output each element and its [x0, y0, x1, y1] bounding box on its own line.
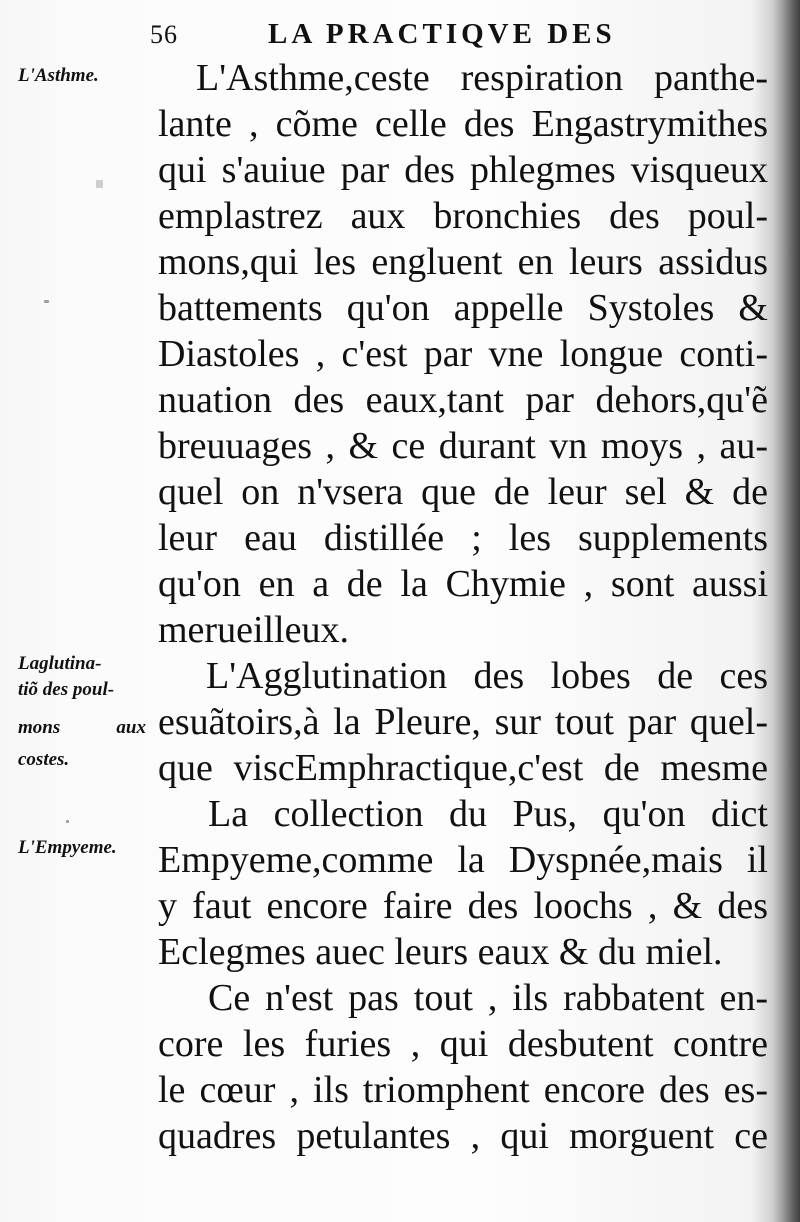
body-line-24: quadres petulantes , qui morguent ce [158, 1115, 768, 1157]
ink-speck [44, 300, 49, 303]
body-line-9: breuuages , & ce durant vn moys , au- [158, 425, 768, 467]
body-line-8: nuation des eaux,tant par dehors,qu'ẽ [158, 379, 768, 421]
body-line-4: emplastrez aux bronchies des poul- [158, 195, 768, 237]
ink-speck [66, 820, 69, 823]
margin-note-empyeme: L'Empyeme. [18, 837, 117, 858]
body-line-22: core les furies , qui desbutent contre [158, 1023, 768, 1065]
body-line-6: battements qu'on appelle Systoles & [158, 287, 768, 329]
margin-note-agglutination-2: tiõ des poul- [18, 679, 115, 700]
body-line-7: Diastoles , c'est par vne longue conti- [158, 333, 768, 375]
margin-note-agglutination-4: costes. [18, 749, 70, 770]
body-line-23: le cœur , ils triomphent encore des es- [158, 1069, 768, 1111]
page-gutter-shadow [772, 0, 800, 1222]
body-line-12: qu'on en a de la Chymie , sont aussi [158, 563, 768, 605]
page-header [150, 18, 710, 52]
body-line-3: qui s'auiue par des phlegmes visqueux [158, 149, 768, 191]
body-line-19: y faut encore faire des loochs , & des [158, 885, 768, 927]
body-line-2: lante , cõme celle des Engastrymithes [158, 103, 768, 145]
body-line-17: La collection du Pus, qu'on dict [208, 793, 768, 835]
body-line-5: mons,qui les engluent en leurs assidus [158, 241, 768, 283]
body-line-15: esuãtoirs,à la Pleure, sur tout par quel- [158, 701, 768, 743]
body-line-16: que viscEmphractique,c'est de mesme [158, 747, 768, 789]
margin-note-asthme: L'Asthme. [18, 65, 99, 86]
ink-speck [96, 180, 103, 188]
body-line-13: merueilleux. [158, 609, 349, 651]
body-line-1: L'Asthme,ceste respiration panthe- [196, 57, 768, 99]
page-number: 56 [150, 20, 178, 49]
body-line-14: L'Agglutination des lobes de ces [206, 655, 768, 697]
margin-note-agglutination-1: Laglutina- [18, 653, 102, 674]
body-line-21: Ce n'est pas tout , ils rabbatent en- [208, 977, 768, 1019]
margin-note-agglutination-3: mons aux [18, 717, 146, 738]
body-line-10: quel on n'vsera que de leur sel & de [158, 471, 768, 513]
body-line-18: Empyeme,comme la Dyspnée,mais il [158, 839, 768, 881]
body-line-20: Eclegmes auec leurs eaux & du miel. [158, 931, 723, 973]
body-line-11: leur eau distillée ; les supplements [158, 517, 768, 559]
running-title: LA PRACTIQVE DES [268, 18, 616, 50]
